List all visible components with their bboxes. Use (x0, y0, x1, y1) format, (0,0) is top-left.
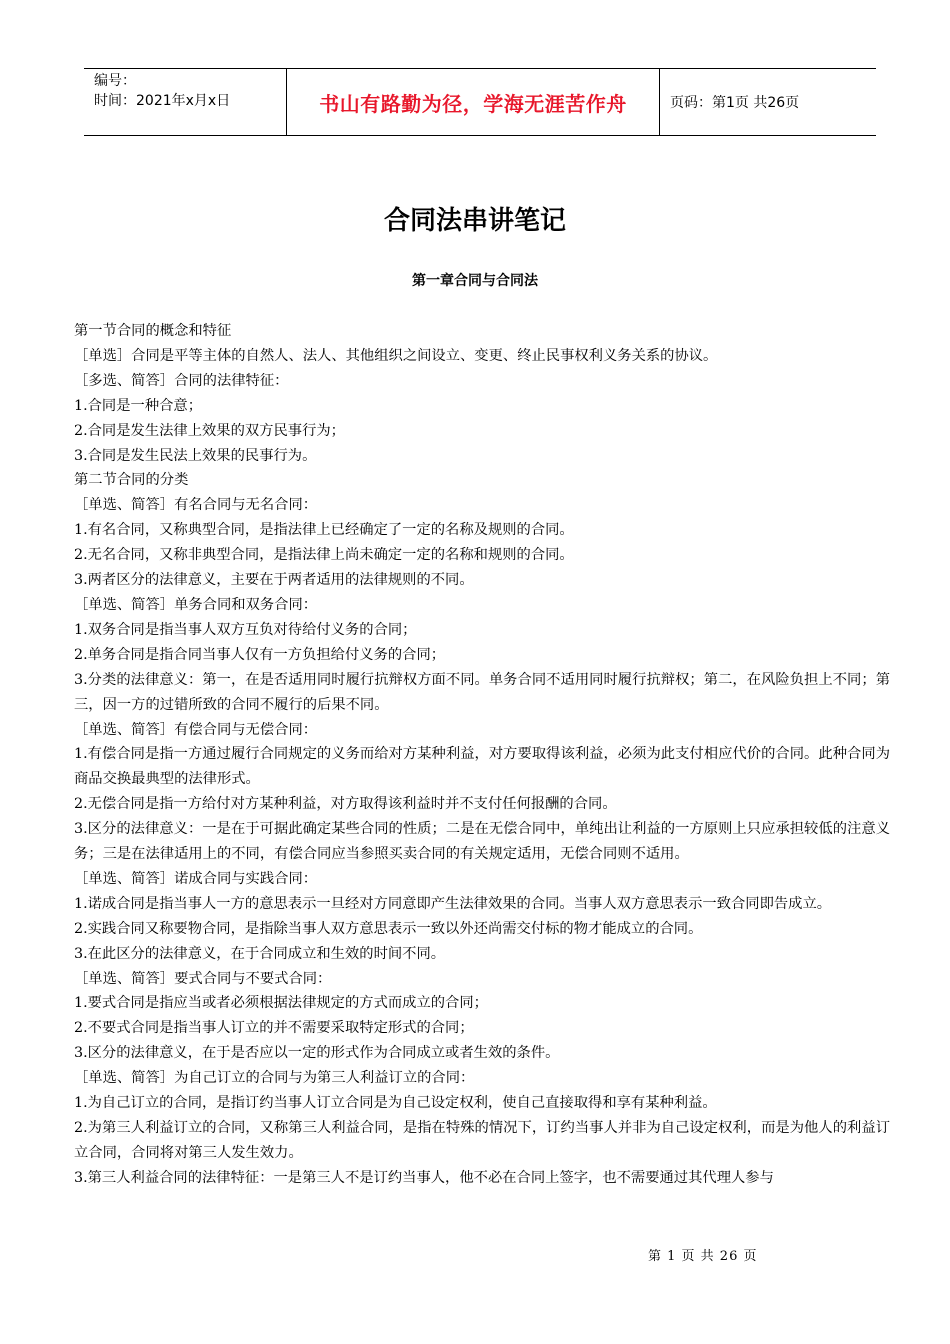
paragraph: 1.有偿合同是指一方通过履行合同规定的义务而给对方某种利益，对方要取得该利益，必须为此支付相应代价的合同。此种合同为商品交换最典型的法律形式。 (74, 746, 890, 788)
paragraph: 3.在此区分的法律意义，在于合同成立和生效的时间不同。 (74, 945, 446, 962)
header-table (84, 68, 876, 136)
header-motto: 书山有路勤为径，学海无涯苦作舟 (287, 69, 660, 135)
paragraph: ［单选、简答］有名合同与无名合同： (74, 497, 318, 514)
paragraph: ［多选、简答］合同的法律特征： (74, 372, 289, 389)
paragraph: 1.双务合同是指当事人双方互负对待给付义务的合同； (74, 621, 417, 638)
paragraph: ［单选、简答］为自己订立的合同与为第三人利益订立的合同： (74, 1070, 475, 1087)
paragraph: 2.实践合同又称要物合同，是指除当事人双方意思表示一致以外还尚需交付标的物才能成立的合同。 (74, 920, 703, 937)
paragraph: 3.分类的法律意义：第一，在是否适用同时履行抗辩权方面不同。单务合同不适用同时履行抗辩权；第二，在风险负担上不同；第三，因一方的过错所致的合同不履行的后果不同。 (74, 671, 890, 713)
paragraph: 2.无名合同，又称非典型合同，是指法律上尚未确定一定的名称和规则的合同。 (74, 547, 574, 564)
paragraph: 1.为自己订立的合同，是指订约当事人订立合同是为自己设定权利，使自己直接取得和享有某种利益。 (74, 1095, 717, 1112)
chapter-title: 第一章合同与合同法 (412, 273, 538, 289)
paragraph: 3.区分的法律意义：一是在于可据此确定某些合同的性质；二是在无偿合同中，单纯出让利益的一方原则上只应承担较低的注意义务；三是在法律适用上的不同，有偿合同应当参照买卖合同的有关规定适用，无偿合同则不适用。 (74, 821, 890, 863)
paragraph: 1.有名合同，又称典型合同，是指法律上已经确定了一定的名称及规则的合同。 (74, 522, 574, 539)
paragraph: 2.合同是发生法律上效果的双方民事行为； (74, 422, 345, 439)
paragraph: ［单选］合同是平等主体的自然人、法人、其他组织之间设立、变更、终止民事权利义务关系的协议。 (74, 347, 718, 364)
paragraph: ［单选、简答］诺成合同与实践合同： (74, 870, 318, 887)
document-body (74, 319, 890, 1191)
paragraph: ［单选、简答］要式合同与不要式合同： (74, 970, 332, 987)
paragraph: 3.合同是发生民法上效果的民事行为。 (74, 447, 317, 464)
paragraph: 1.要式合同是指应当或者必须根据法律规定的方式而成立的合同； (74, 995, 488, 1012)
paragraph: 第一节合同的概念和特征 (74, 323, 232, 339)
paragraph: 3.区分的法律意义，在于是否应以一定的形式作为合同成立或者生效的条件。 (74, 1045, 560, 1062)
document-title: 合同法串讲笔记 (383, 206, 566, 236)
paragraph: 2.为第三人利益订立的合同，又称第三人利益合同，是指在特殊的情况下，订约当事人并非为自己设定权利，而是为他人的利益订立合同，合同将对第三人发生效力。 (74, 1120, 890, 1161)
header-left-cell (84, 69, 287, 135)
paragraph: 1.诺成合同是指当事人一方的意思表示一旦经对方同意即产生法律效果的合同。当事人双方意思表示一致合同即告成立。 (74, 895, 832, 912)
paragraph: ［单选、简答］有偿合同与无偿合同： (74, 721, 318, 738)
paragraph: 1.合同是一种合意； (74, 397, 203, 414)
paragraph: 2.无偿合同是指一方给付对方某种利益，对方取得该利益时并不支付任何报酬的合同。 (74, 796, 617, 813)
page-footer: 第 1 页 共 26 页 (648, 1249, 758, 1264)
serial-number-label: 编号： (94, 73, 136, 89)
header-page-label: 页码：第1页 共26页 (670, 95, 800, 111)
paragraph: 2.不要式合同是指当事人订立的并不需要采取特定形式的合同； (74, 1020, 474, 1037)
paragraph: ［单选、简答］单务合同和双务合同： (74, 596, 318, 613)
paragraph: 3.两者区分的法律意义，主要在于两者适用的法律规则的不同。 (74, 572, 474, 589)
paragraph: 第二节合同的分类 (74, 472, 189, 489)
paragraph: 3.第三人利益合同的法律特征：一是第三人不是订约当事人，他不必在合同上签字，也不需要通过其代理人参与 (74, 1169, 774, 1186)
paragraph: 2.单务合同是指合同当事人仅有一方负担给付义务的合同； (74, 646, 446, 663)
time-label: 时间：2021年x月x日 (94, 93, 231, 109)
